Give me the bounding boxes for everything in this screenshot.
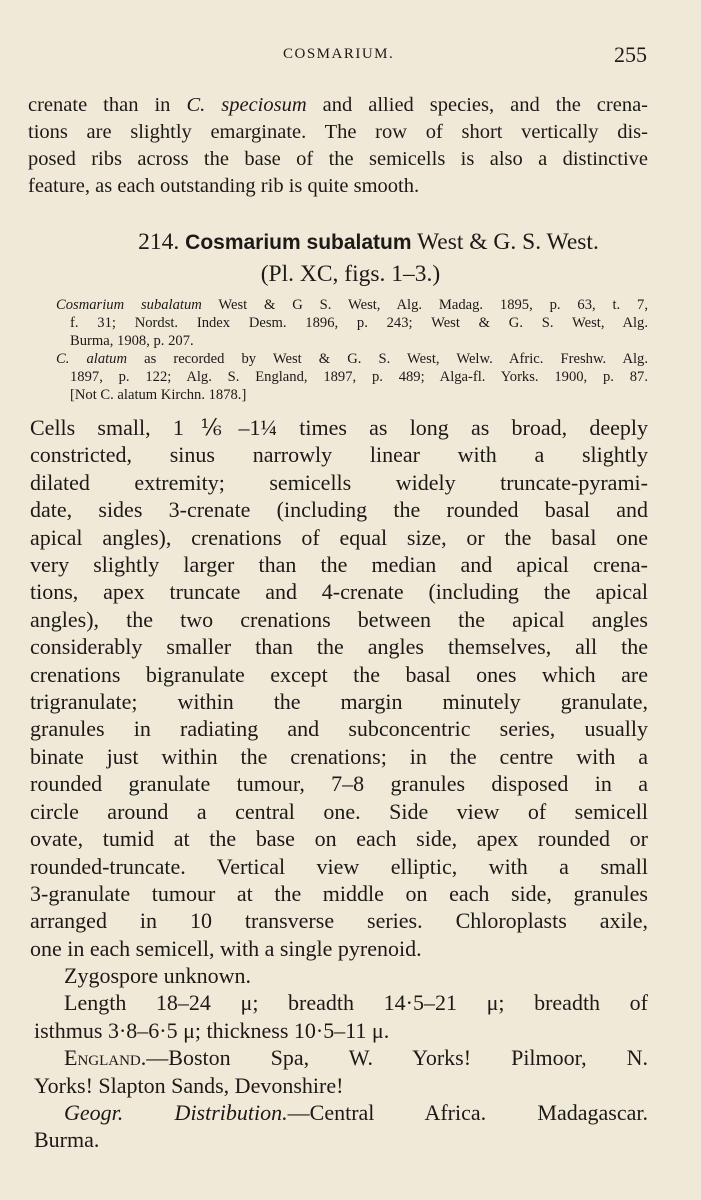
england-line: England.—Boston Spa, W. Yorks! Pilmoor, N. xyxy=(64,1045,648,1071)
text-line: feature, as each outstanding rib is quite smooth. xyxy=(28,175,420,197)
description-line: apical angles), crenations of equal size, or the basal one xyxy=(30,524,648,550)
page-number: 255 xyxy=(614,42,647,67)
intro-paragraph xyxy=(28,92,648,200)
description-line: trigranulate; within the margin minutely granulate, xyxy=(30,689,648,715)
plate-reference: (Pl. XC, figs. 1–3.) xyxy=(260,261,441,287)
text-line: tions are slightly emarginate. The row of short vertically dis- xyxy=(28,121,648,143)
notes xyxy=(34,962,648,1154)
description-line: dilated extremity; semicells widely truncate-pyrami- xyxy=(30,469,648,495)
measurement-line: Length 18–24 μ; breadth 14·5–21 μ; breadth of xyxy=(64,990,648,1016)
synonymy-line: Cosmarium subalatum West & G S. West, Alg. Madag. 1895, p. 63, t. 7, xyxy=(56,297,648,313)
synonymy-line: C. alatum as recorded by West & G. S. West, Welw. Afric. Freshw. Alg. xyxy=(56,351,649,367)
species-authority: West & G. S. West. xyxy=(417,229,599,255)
description-line: binate just within the crenations; in the centre with a xyxy=(30,743,648,769)
synonymy-line: Burma, 1908, p. 207. xyxy=(70,333,194,349)
species-heading xyxy=(0,226,701,259)
running-head xyxy=(0,44,701,74)
england-label: England. xyxy=(64,1045,147,1071)
description-line: crenations bigranulate except the basal ones which are xyxy=(30,661,648,687)
description-line: granules in radiating and subconcentric series, usually xyxy=(30,716,648,742)
synonymy-line: f. 31; Nordst. Index Desm. 1896, p. 243; West & G. S. West, Alg. xyxy=(70,315,648,331)
synonymy-line: 1897, p. 122; Alg. S. England, 1897, p. 489; Alga-fl. Yorks. 1900, p. 87. xyxy=(70,369,648,385)
text-line: posed ribs across the base of the semicells is also a distinctive xyxy=(28,148,648,170)
distribution-line: Burma. xyxy=(34,1127,100,1153)
description-line: arranged in 10 transverse series. Chloroplasts axile, xyxy=(30,908,648,934)
description-line: very slightly larger than the median and apical crena- xyxy=(30,552,648,578)
description-line: one in each semicell, with a single pyrenoid. xyxy=(30,935,422,961)
text-line: crenate than in C. speciosum and allied species, and the crena- xyxy=(28,94,648,116)
running-title: COSMARIUM. xyxy=(283,46,395,62)
species-number: 214. xyxy=(138,229,180,255)
measurement-line: isthmus 3·8–6·5 μ; thickness 10·5–11 μ. xyxy=(34,1017,390,1043)
zygospore-line: Zygospore unknown. xyxy=(64,963,251,988)
synonymy xyxy=(56,296,648,404)
distribution-label: Geogr. Distribution. xyxy=(64,1100,288,1126)
description-line: constricted, sinus narrowly linear with a slightly xyxy=(30,442,648,468)
species-name: Cosmarium subalatum xyxy=(185,231,412,254)
description xyxy=(30,414,648,962)
synonymy-line: [Not C. alatum Kirchn. 1878.] xyxy=(70,387,247,403)
description-line: date, sides 3-crenate (including the rounded basal and xyxy=(30,497,648,523)
description-line: circle around a central one. Side view of semicell xyxy=(30,798,648,824)
description-line: tions, apex truncate and 4-crenate (including the apical xyxy=(30,579,648,605)
description-line: Cells small, 1⅙–1¼ times as long as broad, deeply xyxy=(30,415,648,440)
distribution-line: Geogr. Distribution.—Central Africa. Madagascar. xyxy=(64,1100,648,1126)
description-line: considerably smaller than the angles themselves, all the xyxy=(30,634,648,660)
description-line: rounded-truncate. Vertical view elliptic, with a small xyxy=(30,853,648,879)
description-line: angles), the two crenations between the apical angles xyxy=(30,606,648,632)
description-line: 3-granulate tumour at the middle on each side, granules xyxy=(30,880,648,906)
england-line: Yorks! Slapton Sands, Devonshire! xyxy=(34,1072,344,1098)
description-line: rounded granulate tumour, 7–8 granules disposed in a xyxy=(30,771,648,797)
description-line: ovate, tumid at the base on each side, apex rounded or xyxy=(30,826,648,852)
